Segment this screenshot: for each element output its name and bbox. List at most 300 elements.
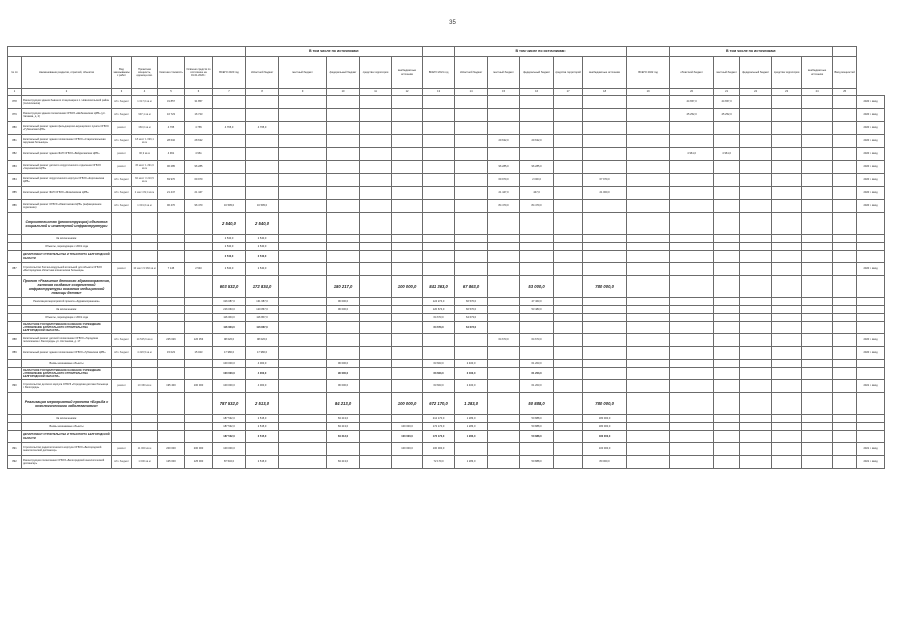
table-cell — [857, 322, 885, 334]
table-cell — [360, 135, 392, 148]
table-cell — [583, 235, 627, 243]
table-cell: 100 000 — [185, 380, 213, 393]
table-cell: 2020 г. ввод — [857, 263, 885, 276]
table-cell — [772, 135, 802, 148]
table-cell — [772, 322, 802, 334]
table-cell — [520, 243, 554, 251]
column-number: 22 — [740, 89, 772, 96]
table-cell — [213, 109, 246, 122]
row-name: Капитальный ремонт здания поликлиники ОГБУЗ «Губкинская ЦРБ» — [22, 347, 112, 360]
table-cell: 11 000 кв.м — [132, 443, 158, 456]
table-cell — [740, 235, 772, 243]
table-cell — [627, 235, 670, 243]
table-cell — [360, 148, 392, 161]
table-cell: 96 000,0 — [327, 368, 360, 380]
table-cell — [802, 368, 833, 380]
table-row — [8, 298, 885, 306]
table-cell — [185, 368, 213, 380]
table-cell: 31 857 — [158, 96, 185, 109]
table-cell — [554, 263, 583, 276]
table-row — [8, 174, 885, 187]
table-cell — [279, 135, 327, 148]
table-cell: 2020 г. ввод — [857, 174, 885, 187]
row-name: ОБЛАСТНОЕ ГОСУДАРСТВЕННОЕ КАЗЕННОЕ УЧРЕЖДЕНИЕ «УПРАВЛЕНИЕ КАПИТАЛЬНОГО СТРОИТЕЛЬСТВА БЕЛГОРОДСКОЙ ОБЛАСТИ» — [22, 368, 112, 380]
table-cell — [392, 314, 423, 322]
table-cell — [213, 161, 246, 174]
table-cell — [802, 135, 833, 148]
table-cell: 50 888,0 — [520, 456, 554, 469]
table-cell — [772, 243, 802, 251]
table-cell: 2020 г. ввод — [857, 347, 885, 360]
table-cell: 116 063,0 — [213, 322, 246, 334]
table-cell — [158, 423, 185, 431]
table-cell — [583, 161, 627, 174]
table-cell — [360, 200, 392, 213]
table-cell — [627, 122, 670, 135]
table-cell: 64 673,0 — [520, 334, 554, 347]
table-cell — [112, 322, 132, 334]
table-cell — [279, 298, 327, 306]
table-cell: 96 000,0 — [327, 306, 360, 314]
row-name: Капитальный ремонт здания поликлиники ОГБУЗ «Старооскольская окружная больница» — [22, 135, 112, 148]
table-cell — [488, 235, 520, 243]
table-cell — [132, 251, 158, 263]
table-cell — [802, 415, 833, 423]
table-cell — [833, 235, 857, 243]
table-cell — [772, 251, 802, 263]
table-cell: 66 570,0 — [455, 298, 488, 306]
column-header: № пп — [8, 57, 22, 89]
table-cell: 4 765 — [158, 122, 185, 135]
table-cell — [520, 235, 554, 243]
table-cell — [740, 243, 772, 251]
table-cell: 2 400,0 — [455, 380, 488, 393]
table-cell — [670, 135, 714, 148]
table-cell — [714, 135, 740, 148]
table-cell — [714, 200, 740, 213]
table-cell — [554, 243, 583, 251]
table-cell — [520, 443, 554, 456]
table-cell — [158, 431, 185, 443]
table-cell: 120 867,0 — [246, 306, 279, 314]
row-number: 878 — [8, 96, 22, 109]
row-number: 882 — [8, 148, 22, 161]
table-cell — [802, 334, 833, 347]
table-cell — [360, 368, 392, 380]
table-cell: 4 000,0 — [246, 368, 279, 380]
column-number: 1 — [8, 89, 22, 96]
table-cell: 2 515,0 — [246, 415, 279, 423]
table-cell: 14 525,6 кв.м — [132, 334, 158, 347]
table-cell: 84 213,0 — [327, 393, 360, 415]
table-cell — [455, 135, 488, 148]
table-cell — [520, 148, 554, 161]
table-cell — [279, 306, 327, 314]
table-cell: 124 274,0 — [423, 298, 455, 306]
table-cell: 15 023 — [158, 347, 185, 360]
table-cell — [520, 213, 554, 235]
table-cell — [802, 109, 833, 122]
table-cell — [455, 200, 488, 213]
table-cell: 21 447 — [185, 187, 213, 200]
table-row — [8, 393, 885, 415]
table-row — [8, 187, 885, 200]
table-cell — [360, 243, 392, 251]
table-cell — [714, 161, 740, 174]
table-cell: 447,0 — [520, 187, 554, 200]
table-row — [8, 213, 885, 235]
table-row — [8, 251, 885, 263]
table-cell — [360, 263, 392, 276]
row-number — [8, 306, 22, 314]
table-row — [8, 161, 885, 174]
table-cell — [185, 213, 213, 235]
table-cell — [392, 187, 423, 200]
row-name: Реконструкция здания поликлиники ОГБУЗ «Шебекинская ЦРБ» (ул. Чапаева, д. 2) — [22, 109, 112, 122]
table-cell: 2 540,0 — [246, 243, 279, 251]
table-cell — [714, 347, 740, 360]
column-number: 8 — [246, 89, 279, 96]
table-cell — [627, 135, 670, 148]
table-cell — [554, 314, 583, 322]
table-cell: 172 170,0 — [423, 431, 455, 443]
row-name: Капитальный ремонт хирургического корпуса ОГБУЗ «Корочанская ЦРБ» — [22, 174, 112, 187]
table-cell: 116 867,0 — [246, 322, 279, 334]
table-cell — [488, 393, 520, 415]
table-cell: 1 001,6 кв.м — [132, 200, 158, 213]
table-cell — [714, 174, 740, 187]
table-cell — [279, 122, 327, 135]
table-cell — [279, 187, 327, 200]
table-cell — [554, 174, 583, 187]
table-cell — [132, 431, 158, 443]
table-cell — [714, 456, 740, 469]
table-cell — [327, 187, 360, 200]
table-cell: 4 000,0 — [246, 380, 279, 393]
table-cell — [772, 431, 802, 443]
table-cell — [627, 393, 670, 415]
table-cell — [279, 431, 327, 443]
budget-table-sheet — [7, 46, 885, 469]
table-cell — [714, 251, 740, 263]
table-cell — [112, 314, 132, 322]
table-cell — [488, 347, 520, 360]
table-cell — [833, 322, 857, 334]
table-cell: 1 283,0 — [455, 423, 488, 431]
table-cell — [670, 276, 714, 298]
table-cell — [802, 243, 833, 251]
table-cell: 997,1 кв.м — [132, 109, 158, 122]
table-cell: 672 170,0 — [423, 393, 455, 415]
table-cell — [279, 251, 327, 263]
table-cell — [583, 109, 627, 122]
table-cell: 1 017,0 кв.м — [132, 96, 158, 109]
table-cell — [246, 443, 279, 456]
table-cell — [714, 213, 740, 235]
table-cell: обл. бюджет — [112, 456, 132, 469]
table-cell: 29 632,0 — [488, 135, 520, 148]
table-cell — [802, 187, 833, 200]
table-cell: 80 000,0 — [583, 456, 627, 469]
table-cell: 84 470,0 — [488, 200, 520, 213]
table-cell: ремонт — [112, 380, 132, 393]
table-cell — [583, 298, 627, 306]
table-cell — [279, 109, 327, 122]
table-cell — [279, 380, 327, 393]
table-cell — [857, 276, 885, 298]
table-cell: 841 363,0 — [423, 276, 455, 298]
table-cell — [112, 431, 132, 443]
table-cell — [714, 423, 740, 431]
table-cell — [423, 122, 455, 135]
table-cell — [802, 174, 833, 187]
table-cell — [488, 443, 520, 456]
table-cell — [279, 443, 327, 456]
table-cell — [833, 360, 857, 368]
table-cell — [488, 314, 520, 322]
table-cell: 100 000,0 — [213, 368, 246, 380]
table-cell — [423, 96, 455, 109]
table-cell — [132, 213, 158, 235]
table-cell — [488, 122, 520, 135]
table-cell — [857, 415, 885, 423]
row-number — [8, 368, 22, 380]
table-cell — [185, 415, 213, 423]
table-cell — [554, 200, 583, 213]
table-cell — [185, 393, 213, 415]
row-number — [8, 360, 22, 368]
table-cell: 316 087,0 — [213, 298, 246, 306]
table-cell — [833, 213, 857, 235]
table-cell — [185, 276, 213, 298]
table-cell — [158, 298, 185, 306]
table-cell — [740, 187, 772, 200]
table-cell — [583, 96, 627, 109]
table-cell — [392, 243, 423, 251]
table-cell — [279, 276, 327, 298]
table-cell — [670, 314, 714, 322]
table-cell — [670, 298, 714, 306]
table-cell — [246, 135, 279, 148]
table-cell — [327, 174, 360, 187]
table-cell — [714, 393, 740, 415]
table-cell — [670, 360, 714, 368]
table-cell: 53 483,0 — [520, 306, 554, 314]
table-cell — [520, 96, 554, 109]
table-cell — [279, 423, 327, 431]
column-header: областной бюджет — [670, 57, 714, 89]
table-cell — [554, 251, 583, 263]
table-cell — [455, 235, 488, 243]
table-cell: 60 мест 3 210,5 кв.м — [132, 174, 158, 187]
table-cell — [772, 423, 802, 431]
table-cell — [670, 122, 714, 135]
table-cell — [360, 213, 392, 235]
table-cell — [583, 122, 627, 135]
table-cell — [802, 235, 833, 243]
table-cell — [360, 276, 392, 298]
column-header: внебюджетные источники — [392, 57, 423, 89]
column-header: внебюджетные источники — [802, 57, 833, 89]
table-cell — [327, 334, 360, 347]
table-cell: 4 000,0 — [246, 360, 279, 368]
table-cell — [423, 243, 455, 251]
table-cell: ремонт — [112, 263, 132, 276]
table-cell — [772, 161, 802, 174]
table-cell: 2 540,0 — [246, 263, 279, 276]
table-cell: 100 000,0 — [583, 443, 627, 456]
row-number — [8, 393, 22, 415]
table-cell: 96 470 — [158, 200, 185, 213]
table-row — [8, 443, 885, 456]
table-cell — [279, 393, 327, 415]
table-cell — [772, 200, 802, 213]
table-cell — [833, 148, 857, 161]
table-cell — [802, 431, 833, 443]
table-cell: 212 170,0 — [423, 415, 455, 423]
table-cell — [488, 322, 520, 334]
table-cell — [714, 263, 740, 276]
table-cell — [360, 314, 392, 322]
table-cell — [455, 187, 488, 200]
row-name: Реконструкция здания бывшего стационара в п. Новооскольский район (поликлиника) — [22, 96, 112, 109]
table-cell — [714, 380, 740, 393]
row-number — [8, 276, 22, 298]
table-cell — [740, 251, 772, 263]
table-cell — [423, 135, 455, 148]
table-cell — [670, 263, 714, 276]
table-cell — [213, 148, 246, 161]
table-cell: 1 283,0 — [455, 415, 488, 423]
table-cell — [583, 148, 627, 161]
table-cell: обл. бюджет — [112, 347, 132, 360]
table-row — [8, 334, 885, 347]
table-cell: 2020 г. ввод — [857, 96, 885, 109]
table-cell — [158, 251, 185, 263]
table-cell: 2021 г. ввод — [857, 380, 885, 393]
row-name: Капитальный ремонт здания фельдшерско-акушерского пункта ОГБУЗ «Губкинская ЦРБ» — [22, 122, 112, 135]
table-cell — [670, 200, 714, 213]
row-number — [8, 251, 22, 263]
table-cell: 187 532,0 — [213, 431, 246, 443]
table-cell — [714, 235, 740, 243]
table-cell — [857, 306, 885, 314]
row-number: 885 — [8, 187, 22, 200]
table-cell — [423, 334, 455, 347]
table-cell: 96 000,0 — [327, 380, 360, 393]
table-cell — [132, 415, 158, 423]
row-number: 880 — [8, 122, 22, 135]
table-cell — [246, 148, 279, 161]
row-number — [8, 423, 22, 431]
column-header: внебюджетные источники — [583, 57, 627, 89]
table-cell — [520, 251, 554, 263]
table-cell — [740, 456, 772, 469]
table-cell — [670, 174, 714, 187]
table-cell — [772, 122, 802, 135]
table-cell — [627, 251, 670, 263]
table-cell — [857, 431, 885, 443]
table-cell — [279, 334, 327, 347]
table-cell — [360, 187, 392, 200]
table-cell — [740, 347, 772, 360]
table-cell — [627, 148, 670, 161]
row-number: 892 — [8, 456, 22, 469]
table-cell — [857, 243, 885, 251]
table-cell — [327, 235, 360, 243]
table-cell — [833, 109, 857, 122]
table-cell — [554, 322, 583, 334]
table-cell — [772, 415, 802, 423]
table-cell — [857, 360, 885, 368]
table-cell: 2 400,0 — [455, 360, 488, 368]
table-cell — [360, 109, 392, 122]
table-cell — [833, 306, 857, 314]
table-cell — [279, 235, 327, 243]
table-cell — [392, 368, 423, 380]
table-cell — [360, 380, 392, 393]
table-cell — [520, 109, 554, 122]
table-cell — [833, 334, 857, 347]
table-cell — [627, 187, 670, 200]
table-cell — [627, 298, 670, 306]
table-cell — [360, 423, 392, 431]
table-row — [8, 122, 885, 135]
table-cell: обл. бюджет — [112, 187, 132, 200]
table-cell: 195 400 — [158, 380, 185, 393]
table-cell — [554, 298, 583, 306]
table-cell — [488, 431, 520, 443]
table-cell: 360,0 кв.м — [132, 122, 158, 135]
column-number: 23 — [772, 89, 802, 96]
table-row — [8, 322, 885, 334]
table-cell — [392, 200, 423, 213]
table-cell — [158, 276, 185, 298]
column-number: 11 — [360, 89, 392, 96]
table-cell — [360, 431, 392, 443]
table-cell: обл. бюджет — [112, 109, 132, 122]
table-cell: 63 603,0 — [423, 368, 455, 380]
table-row — [8, 243, 885, 251]
table-cell — [627, 306, 670, 314]
table-cell — [520, 347, 554, 360]
table-cell — [714, 276, 740, 298]
table-cell — [740, 415, 772, 423]
table-cell — [423, 263, 455, 276]
table-cell — [392, 109, 423, 122]
table-cell: 100 000,0 — [392, 443, 423, 456]
table-cell — [392, 415, 423, 423]
table-cell — [772, 96, 802, 109]
table-cell — [714, 298, 740, 306]
table-cell — [392, 306, 423, 314]
table-cell — [833, 314, 857, 322]
table-cell: 2 540,0 — [213, 213, 246, 235]
column-number: 9 — [279, 89, 327, 96]
table-cell: 216 063,0 — [213, 306, 246, 314]
table-cell — [158, 314, 185, 322]
table-cell — [833, 415, 857, 423]
table-row — [8, 456, 885, 469]
column-header: ВСЕГО 2022 год — [627, 57, 670, 89]
table-cell — [802, 200, 833, 213]
table-cell: 28 632 — [185, 135, 213, 148]
table-cell: 2020 г. ввод — [857, 122, 885, 135]
row-name: Капитальный ремонт детской поликлиники ОГБУЗ «Городская поликлиника г. Белгорода» ул. Костюкова, д. 17 — [22, 334, 112, 347]
table-cell: 780 000,0 — [583, 393, 627, 415]
column-number-row — [8, 89, 885, 96]
table-cell — [279, 213, 327, 235]
